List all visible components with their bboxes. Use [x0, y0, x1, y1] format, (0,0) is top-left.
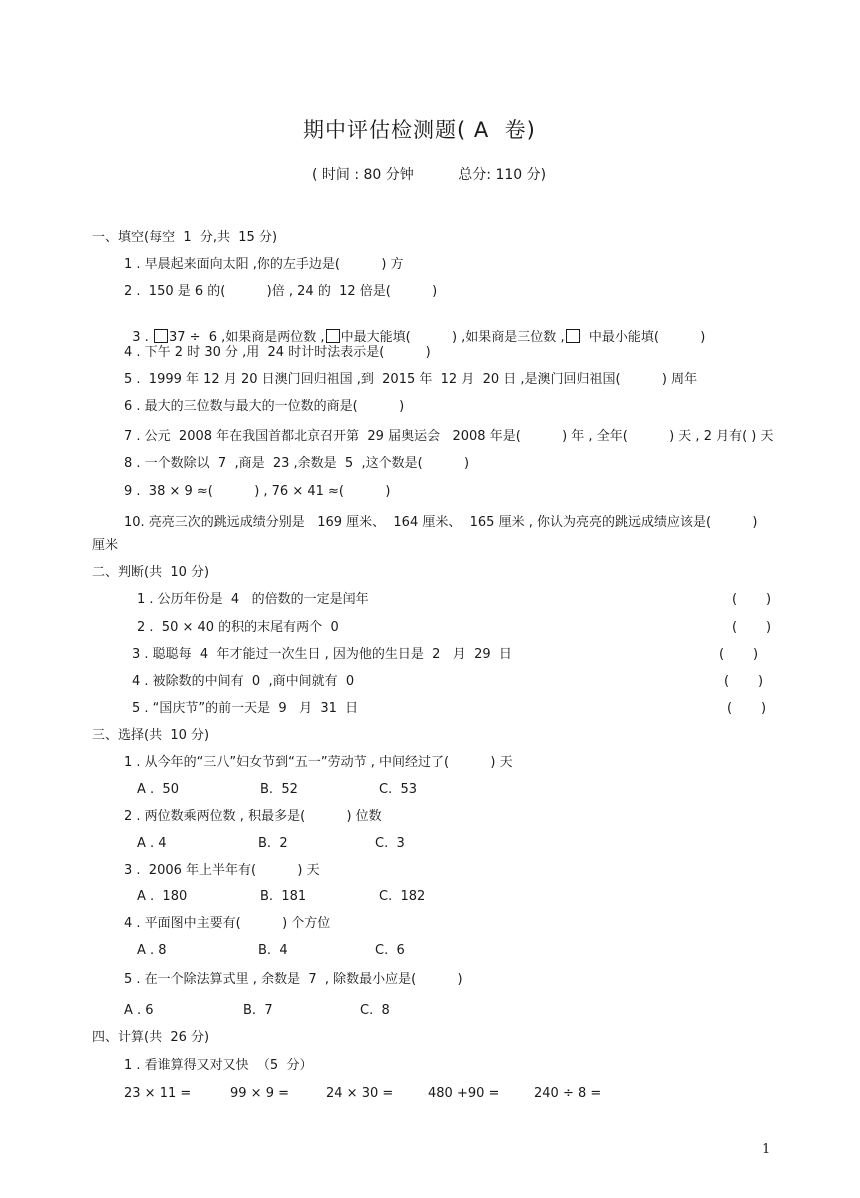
judge-answer-1: ( ): [732, 592, 772, 607]
choice-option-b: B. 52: [260, 782, 298, 797]
choice-option-b: B. 2: [258, 836, 288, 851]
page-number: 1: [762, 1142, 771, 1157]
choice-option-a: A . 180: [137, 889, 188, 904]
fill-question-2: 2 . 150 是 6 的( )倍 , 24 的 12 倍是( ): [124, 284, 438, 299]
choice-question-3: 3 . 2006 年上半年有( ) 天: [124, 863, 320, 878]
judge-answer-5: ( ): [727, 701, 767, 716]
choice-option-a: A . 8: [137, 943, 167, 958]
choice-question-4: 4 . 平面图中主要有( ) 个方位: [124, 916, 331, 931]
choice-option-c: C. 3: [375, 836, 405, 851]
choice-option-c: C. 8: [360, 1003, 390, 1018]
choice-option-a: A . 50: [137, 782, 179, 797]
calc-expression: 480 +90 =: [428, 1086, 500, 1101]
judge-answer-3: ( ): [719, 647, 759, 662]
choice-option-a: A . 4: [137, 836, 167, 851]
page-subtitle: ( 时间 : 80 分钟 总分: 110 分): [312, 167, 547, 183]
fill-question-10: 10. 亮亮三次的跳远成绩分别是 169 厘米、 164 厘米、 165 厘米 , 你认为亮亮的跳远成绩应该是( ): [124, 515, 758, 530]
fill-question-5: 5 . 1999 年 12 月 20 日澳门回归祖国 ,到 2015 年 12 月 20 日 ,是澳门回归祖国( ) 周年: [124, 372, 698, 387]
choice-option-b: B. 4: [258, 943, 288, 958]
fill-question-7: 7 . 公元 2008 年在我国首都北京召开第 29 届奥运会 2008 年是( ) 年 , 全年( ) 天 , 2 月有( ) 天: [124, 429, 774, 444]
choice-option-c: C. 182: [379, 889, 426, 904]
judge-answer-2: ( ): [732, 620, 772, 635]
judge-item-3: 3 . 聪聪每 4 年才能过一次生日 , 因为他的生日是 2 月 29 日: [132, 647, 512, 662]
fill-question-1: 1 . 早晨起来面向太阳 ,你的左手边是( ) 方: [124, 257, 404, 272]
judge-item-4: 4 . 被除数的中间有 0 ,商中间就有 0: [132, 674, 355, 689]
section-choice-heading: 三、选择(共 10 分): [92, 728, 210, 743]
blank-box-icon: [326, 329, 340, 343]
fill-question-6: 6 . 最大的三位数与最大的一位数的商是( ): [124, 399, 405, 414]
calc-expression: 24 × 30 =: [326, 1086, 394, 1101]
fill-question-4: 4 . 下午 2 时 30 分 ,用 24 时计时法表示是( ): [124, 345, 431, 360]
fill-question-3-part3: 中最小能填( ): [580, 330, 706, 345]
choice-question-1: 1 . 从今年的“三八”妇女节到“五一”劳动节 , 中间经过了( ) 天: [124, 755, 513, 770]
section-calc-heading: 四、计算(共 26 分): [92, 1030, 210, 1045]
calc-question-1: 1 . 看谁算得又对又快 （5 分）: [124, 1058, 313, 1073]
judge-item-5: 5 . “国庆节”的前一天是 9 月 31 日: [132, 701, 359, 716]
fill-question-9: 9 . 38 × 9 ≈( ) , 76 × 41 ≈( ): [124, 484, 391, 499]
fill-question-3-part1: 37 ÷ 6 ,如果商是两位数 ,: [168, 330, 325, 345]
fill-question-3-part2: 中最大能填( ) ,如果商是三位数 ,: [340, 330, 565, 345]
fill-question-3-number: 3 .: [132, 330, 153, 345]
choice-option-c: C. 6: [375, 943, 405, 958]
blank-box-icon: [566, 329, 580, 343]
choice-question-2: 2 . 两位数乘两位数 , 积最多是( ) 位数: [124, 809, 382, 824]
choice-option-a: A . 6: [124, 1003, 154, 1018]
choice-option-b: B. 181: [260, 889, 307, 904]
fill-question-10-continued: 厘米: [92, 538, 119, 553]
blank-box-icon: [154, 329, 168, 343]
calc-expression: 240 ÷ 8 =: [534, 1086, 602, 1101]
fill-question-3: [124, 316, 705, 344]
judge-item-2: 2 . 50 × 40 的积的末尾有两个 0: [137, 620, 339, 635]
choice-question-5: 5 . 在一个除法算式里 , 余数是 7 , 除数最小应是( ): [124, 972, 463, 987]
page-title: 期中评估检测题( A 卷): [303, 118, 536, 142]
choice-option-c: C. 53: [379, 782, 418, 797]
choice-option-b: B. 7: [243, 1003, 273, 1018]
section-fill-heading: 一、填空(每空 1 分,共 15 分): [92, 230, 278, 245]
fill-question-8: 8 . 一个数除以 7 ,商是 23 ,余数是 5 ,这个数是( ): [124, 456, 470, 471]
judge-answer-4: ( ): [724, 674, 764, 689]
judge-item-1: 1 . 公历年份是 4 的倍数的一定是闰年: [137, 592, 369, 607]
calc-expression: 99 × 9 =: [230, 1086, 289, 1101]
calc-expression: 23 × 11 =: [124, 1086, 192, 1101]
section-judge-heading: 二、判断(共 10 分): [92, 565, 210, 580]
